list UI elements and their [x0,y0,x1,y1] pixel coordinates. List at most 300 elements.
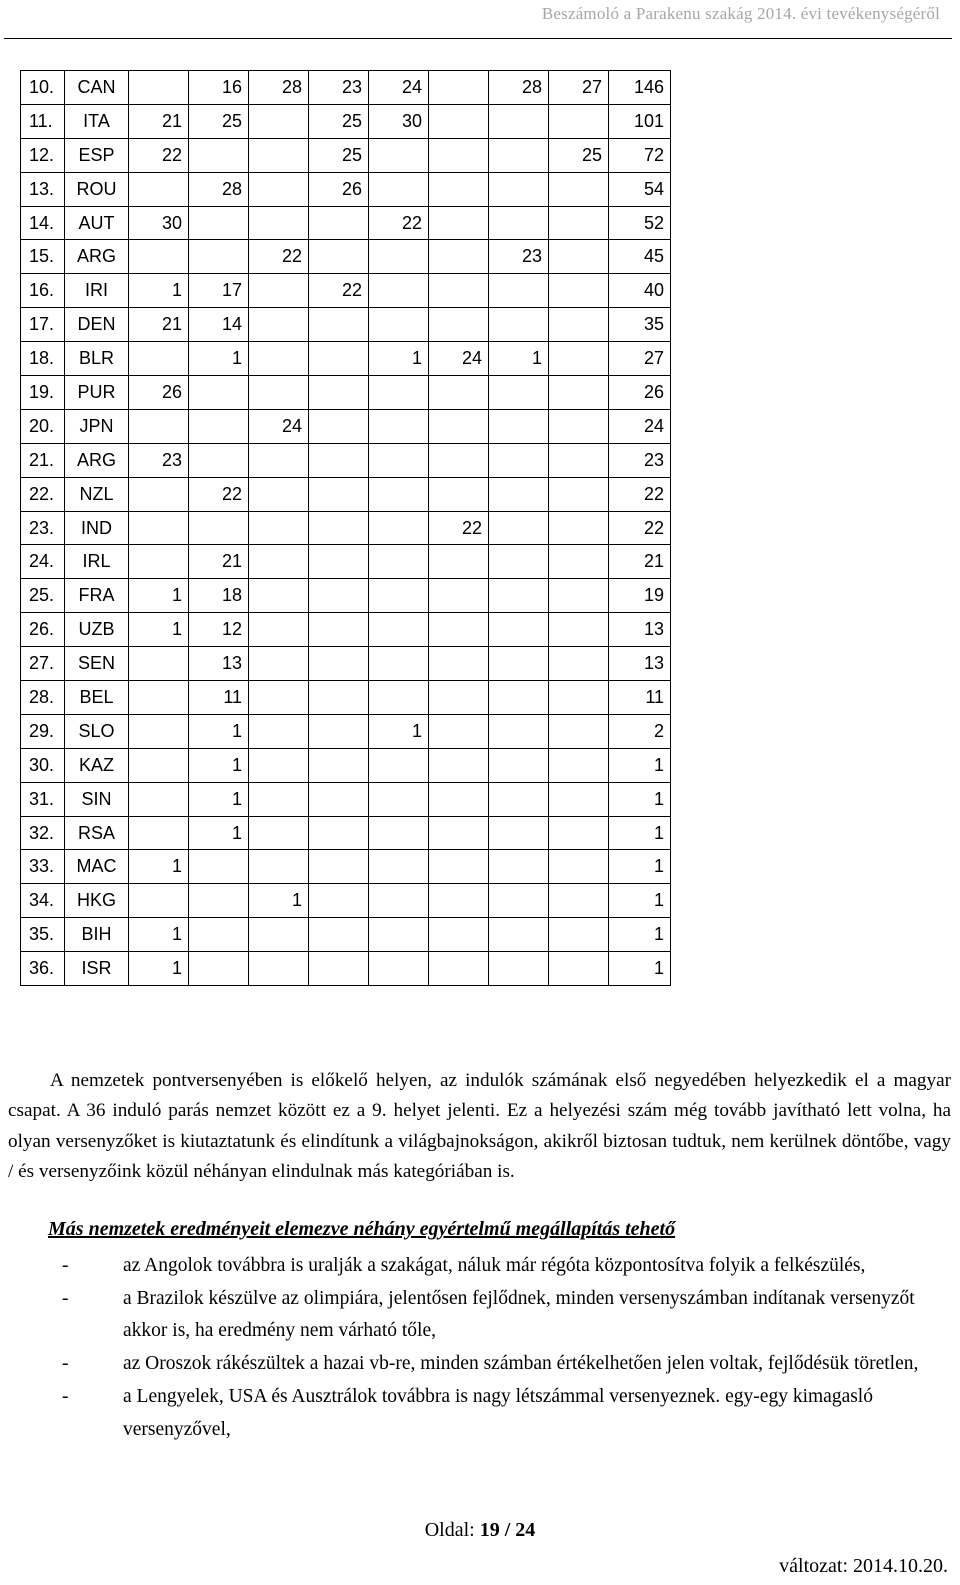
points-cell [249,816,309,850]
table-row [21,918,671,952]
points-cell [429,782,489,816]
total-cell: 52 [609,206,671,240]
points-cell [309,376,369,410]
total-cell: 27 [609,342,671,376]
points-cell [549,714,609,748]
points-cell [429,714,489,748]
nation-cell: ARG [65,443,129,477]
table-row [21,782,671,816]
points-cell [309,409,369,443]
points-cell [549,782,609,816]
table-row [21,884,671,918]
points-cell [429,71,489,105]
points-cell [249,104,309,138]
points-cell [549,104,609,138]
points-cell: 1 [369,714,429,748]
nation-cell: NZL [65,477,129,511]
points-cell [489,104,549,138]
rank-cell: 29. [21,714,65,748]
points-cell [429,206,489,240]
points-cell [129,647,189,681]
points-cell [369,172,429,206]
nation-cell: SEN [65,647,129,681]
points-cell: 1 [189,714,249,748]
rank-cell: 19. [21,376,65,410]
points-cell [129,240,189,274]
points-cell: 14 [189,308,249,342]
points-cell [309,545,369,579]
points-cell: 1 [129,952,189,986]
total-cell: 45 [609,240,671,274]
total-cell: 1 [609,782,671,816]
rank-cell: 32. [21,816,65,850]
points-cell [429,376,489,410]
nation-cell: SIN [65,782,129,816]
points-cell [249,918,309,952]
points-cell [429,850,489,884]
points-cell [429,579,489,613]
total-cell: 26 [609,376,671,410]
list-item [0,1348,960,1381]
rank-cell: 22. [21,477,65,511]
rank-cell: 27. [21,647,65,681]
table-row [21,545,671,579]
points-cell [489,748,549,782]
points-cell [249,443,309,477]
nation-cell: ARG [65,240,129,274]
points-cell [369,376,429,410]
points-cell [369,850,429,884]
points-cell [249,206,309,240]
points-cell [309,308,369,342]
total-cell: 1 [609,850,671,884]
table-row [21,240,671,274]
points-cell [309,681,369,715]
points-cell: 28 [249,71,309,105]
points-cell [549,850,609,884]
points-cell [189,409,249,443]
points-cell [549,443,609,477]
points-cell [309,952,369,986]
total-cell: 13 [609,613,671,647]
points-cell [189,240,249,274]
points-cell [309,748,369,782]
points-cell [129,816,189,850]
table-row [21,342,671,376]
rank-cell: 25. [21,579,65,613]
points-cell: 25 [309,104,369,138]
rank-cell: 21. [21,443,65,477]
total-cell: 22 [609,477,671,511]
total-cell: 101 [609,104,671,138]
points-cell [249,545,309,579]
page-number [0,1519,960,1542]
points-cell [489,308,549,342]
total-cell: 1 [609,952,671,986]
list-dash: - [62,1385,69,1407]
points-cell [129,71,189,105]
points-cell [489,714,549,748]
list-item [0,1283,960,1348]
points-cell: 1 [129,918,189,952]
nation-cell: ESP [65,138,129,172]
points-cell: 22 [369,206,429,240]
points-cell [429,104,489,138]
points-cell [189,443,249,477]
points-cell [549,748,609,782]
points-cell [249,342,309,376]
points-cell [429,816,489,850]
points-cell: 21 [189,545,249,579]
points-cell [309,714,369,748]
points-cell [129,748,189,782]
total-cell: 19 [609,579,671,613]
nation-cell: BEL [65,681,129,715]
total-cell: 13 [609,647,671,681]
points-cell [249,511,309,545]
points-cell [369,782,429,816]
points-cell [489,477,549,511]
points-cell [549,579,609,613]
nation-cell: IND [65,511,129,545]
points-cell [369,748,429,782]
nation-cell: PUR [65,376,129,410]
points-cell [489,409,549,443]
points-cell [189,850,249,884]
points-cell [549,545,609,579]
points-cell: 21 [129,104,189,138]
points-cell [249,274,309,308]
points-cell [309,240,369,274]
points-cell: 27 [549,71,609,105]
points-cell [189,206,249,240]
points-cell: 1 [129,613,189,647]
points-cell [429,613,489,647]
total-cell: 72 [609,138,671,172]
nation-cell: JPN [65,409,129,443]
points-cell [369,918,429,952]
total-cell: 22 [609,511,671,545]
points-cell [369,613,429,647]
list-item-text: az Oroszok rákészültek a hazai vb-re, minden számban értékelhetően jelen voltak, fejlődésük töretlen, [123,1353,919,1375]
rank-cell: 23. [21,511,65,545]
points-cell: 18 [189,579,249,613]
points-cell [129,545,189,579]
points-cell [489,138,549,172]
points-cell [489,884,549,918]
points-cell: 1 [369,342,429,376]
points-cell: 28 [489,71,549,105]
points-cell: 30 [369,104,429,138]
nation-cell: ISR [65,952,129,986]
points-cell [429,681,489,715]
table-row [21,579,671,613]
rank-cell: 14. [21,206,65,240]
points-cell [549,613,609,647]
points-cell [249,748,309,782]
nation-cell: SLO [65,714,129,748]
points-cell [549,511,609,545]
rank-cell: 10. [21,71,65,105]
points-cell [429,884,489,918]
points-cell [429,409,489,443]
table-row [21,511,671,545]
points-cell: 23 [129,443,189,477]
points-cell [249,681,309,715]
total-cell: 1 [609,816,671,850]
points-cell [549,172,609,206]
points-cell [369,274,429,308]
points-cell [549,342,609,376]
points-cell [369,647,429,681]
points-cell [429,443,489,477]
points-cell: 25 [549,138,609,172]
points-cell: 24 [429,342,489,376]
points-cell [369,952,429,986]
total-cell: 146 [609,71,671,105]
points-cell [549,308,609,342]
points-cell [189,138,249,172]
points-cell [489,613,549,647]
points-cell [309,816,369,850]
points-cell: 1 [129,850,189,884]
points-cell [489,376,549,410]
points-cell [429,138,489,172]
points-cell [489,172,549,206]
points-cell: 24 [249,409,309,443]
points-cell [429,308,489,342]
points-cell: 23 [489,240,549,274]
points-cell: 28 [189,172,249,206]
table-row [21,104,671,138]
points-cell [429,240,489,274]
points-cell [549,952,609,986]
table-row [21,274,671,308]
rank-cell: 20. [21,409,65,443]
total-cell: 40 [609,274,671,308]
table-row [21,850,671,884]
points-cell [549,240,609,274]
points-cell: 1 [189,782,249,816]
points-cell [549,206,609,240]
rank-cell: 26. [21,613,65,647]
points-cell: 1 [489,342,549,376]
points-cell [189,918,249,952]
points-cell: 22 [249,240,309,274]
points-cell [189,884,249,918]
total-cell: 1 [609,918,671,952]
points-cell [129,714,189,748]
points-cell [309,884,369,918]
points-cell [309,613,369,647]
points-cell [369,477,429,511]
points-cell [549,376,609,410]
points-cell [429,172,489,206]
points-cell [129,511,189,545]
rank-cell: 12. [21,138,65,172]
rank-cell: 13. [21,172,65,206]
nations-results-table [20,70,671,986]
total-cell: 1 [609,884,671,918]
points-cell [309,443,369,477]
nation-cell: DEN [65,308,129,342]
rank-cell: 35. [21,918,65,952]
table-row [21,138,671,172]
points-cell: 1 [189,816,249,850]
points-cell: 1 [249,884,309,918]
page-count: 19 / 24 [479,1519,536,1541]
nation-cell: BLR [65,342,129,376]
nation-cell: CAN [65,71,129,105]
points-cell [429,952,489,986]
points-cell [369,409,429,443]
points-cell [129,409,189,443]
rank-cell: 28. [21,681,65,715]
points-cell [549,477,609,511]
points-cell: 30 [129,206,189,240]
rank-cell: 15. [21,240,65,274]
points-cell [369,579,429,613]
table-row [21,172,671,206]
points-cell [489,647,549,681]
points-cell [129,681,189,715]
points-cell [489,511,549,545]
points-cell [189,952,249,986]
points-cell [549,816,609,850]
points-cell: 11 [189,681,249,715]
points-cell: 16 [189,71,249,105]
rank-cell: 36. [21,952,65,986]
points-cell [189,511,249,545]
rank-cell: 16. [21,274,65,308]
findings-list [0,1250,960,1446]
table-row [21,206,671,240]
table-row [21,714,671,748]
points-cell [249,308,309,342]
points-cell [549,274,609,308]
points-cell [369,511,429,545]
points-cell [249,477,309,511]
points-cell [489,816,549,850]
list-item-text: a Lengyelek, USA és Ausztrálok továbbra is nagy létszámmal versenyeznek. egy-egy kimagasló versenyzővel, [123,1385,873,1440]
nation-cell: MAC [65,850,129,884]
rank-cell: 17. [21,308,65,342]
table-row [21,952,671,986]
header-divider [4,38,952,39]
nation-cell: ITA [65,104,129,138]
points-cell: 21 [129,308,189,342]
points-cell [489,274,549,308]
nation-cell: IRL [65,545,129,579]
total-cell: 54 [609,172,671,206]
version-label: változat: 2014.10.20. [779,1555,948,1577]
points-cell: 22 [429,511,489,545]
points-cell [249,376,309,410]
analysis-subheading: Más nemzetek eredményeit elemezve néhány egyértelmű megállapítás tehető [48,1218,676,1240]
points-cell [489,579,549,613]
table-row [21,308,671,342]
nation-cell: IRI [65,274,129,308]
points-cell [129,172,189,206]
points-cell [369,443,429,477]
points-cell [309,477,369,511]
rank-cell: 30. [21,748,65,782]
points-cell [489,850,549,884]
points-cell: 13 [189,647,249,681]
nation-cell: BIH [65,918,129,952]
points-cell [249,172,309,206]
points-cell: 22 [129,138,189,172]
points-cell [249,579,309,613]
points-cell: 23 [309,71,369,105]
points-cell [489,443,549,477]
points-cell [309,579,369,613]
points-cell [429,748,489,782]
points-cell: 26 [309,172,369,206]
nation-cell: AUT [65,206,129,240]
total-cell: 24 [609,409,671,443]
points-cell [489,782,549,816]
nation-cell: UZB [65,613,129,647]
points-cell [369,240,429,274]
table-row [21,409,671,443]
points-cell [429,545,489,579]
points-cell [309,918,369,952]
page-label: Oldal: [424,1519,475,1541]
list-item [0,1381,960,1446]
points-cell [309,206,369,240]
table-row [21,748,671,782]
document-header-title: Beszámoló a Parakenu szakág 2014. évi tevékenységéről [541,4,940,23]
table-row [21,376,671,410]
points-cell [549,681,609,715]
points-cell [309,511,369,545]
points-cell [189,376,249,410]
points-cell [549,918,609,952]
total-cell: 11 [609,681,671,715]
nations-ranking-paragraph: A nemzetek pontversenyében is előkelő helyen, az indulók számának első negyedében helyezkedik el a magyar csapat. A 36 induló parás nemzet között ez a 9. helyet jelenti. Ez a helyezési szám még tovább javítható lett volna, ha olyan versenyzőket is kiutaztatunk és elindítunk a világbajnokságon, akikről biztosan tudtuk, nem kerülnek döntőbe, vagy / és versenyzőink közül néhányan elindulnak más kategóriában is. [8,1070,951,1183]
points-cell [369,681,429,715]
points-cell [489,681,549,715]
points-cell [489,545,549,579]
rank-cell: 31. [21,782,65,816]
list-item-text: az Angolok továbbra is uralják a szakágat, náluk már régóta központosítva folyik a felkészülés, [123,1255,866,1276]
points-cell: 1 [129,274,189,308]
points-cell: 12 [189,613,249,647]
points-cell [129,782,189,816]
points-cell: 1 [189,748,249,782]
points-cell [429,647,489,681]
points-cell: 1 [129,579,189,613]
points-cell: 26 [129,376,189,410]
nation-cell: ROU [65,172,129,206]
list-item-text: a Brazilok készülve az olimpiára, jelentősen fejlődnek, minden versenyszámban indítanak versenyzőt akkor is, ha eredmény nem várható tőle, [123,1287,915,1342]
points-cell [129,884,189,918]
points-cell [369,884,429,918]
points-cell [249,782,309,816]
total-cell: 35 [609,308,671,342]
points-cell: 22 [189,477,249,511]
points-cell [429,918,489,952]
table-row [21,71,671,105]
points-cell [369,816,429,850]
list-dash: - [62,1255,69,1276]
points-cell [249,647,309,681]
table-row [21,681,671,715]
points-cell [309,342,369,376]
points-cell [129,477,189,511]
table-row [21,477,671,511]
